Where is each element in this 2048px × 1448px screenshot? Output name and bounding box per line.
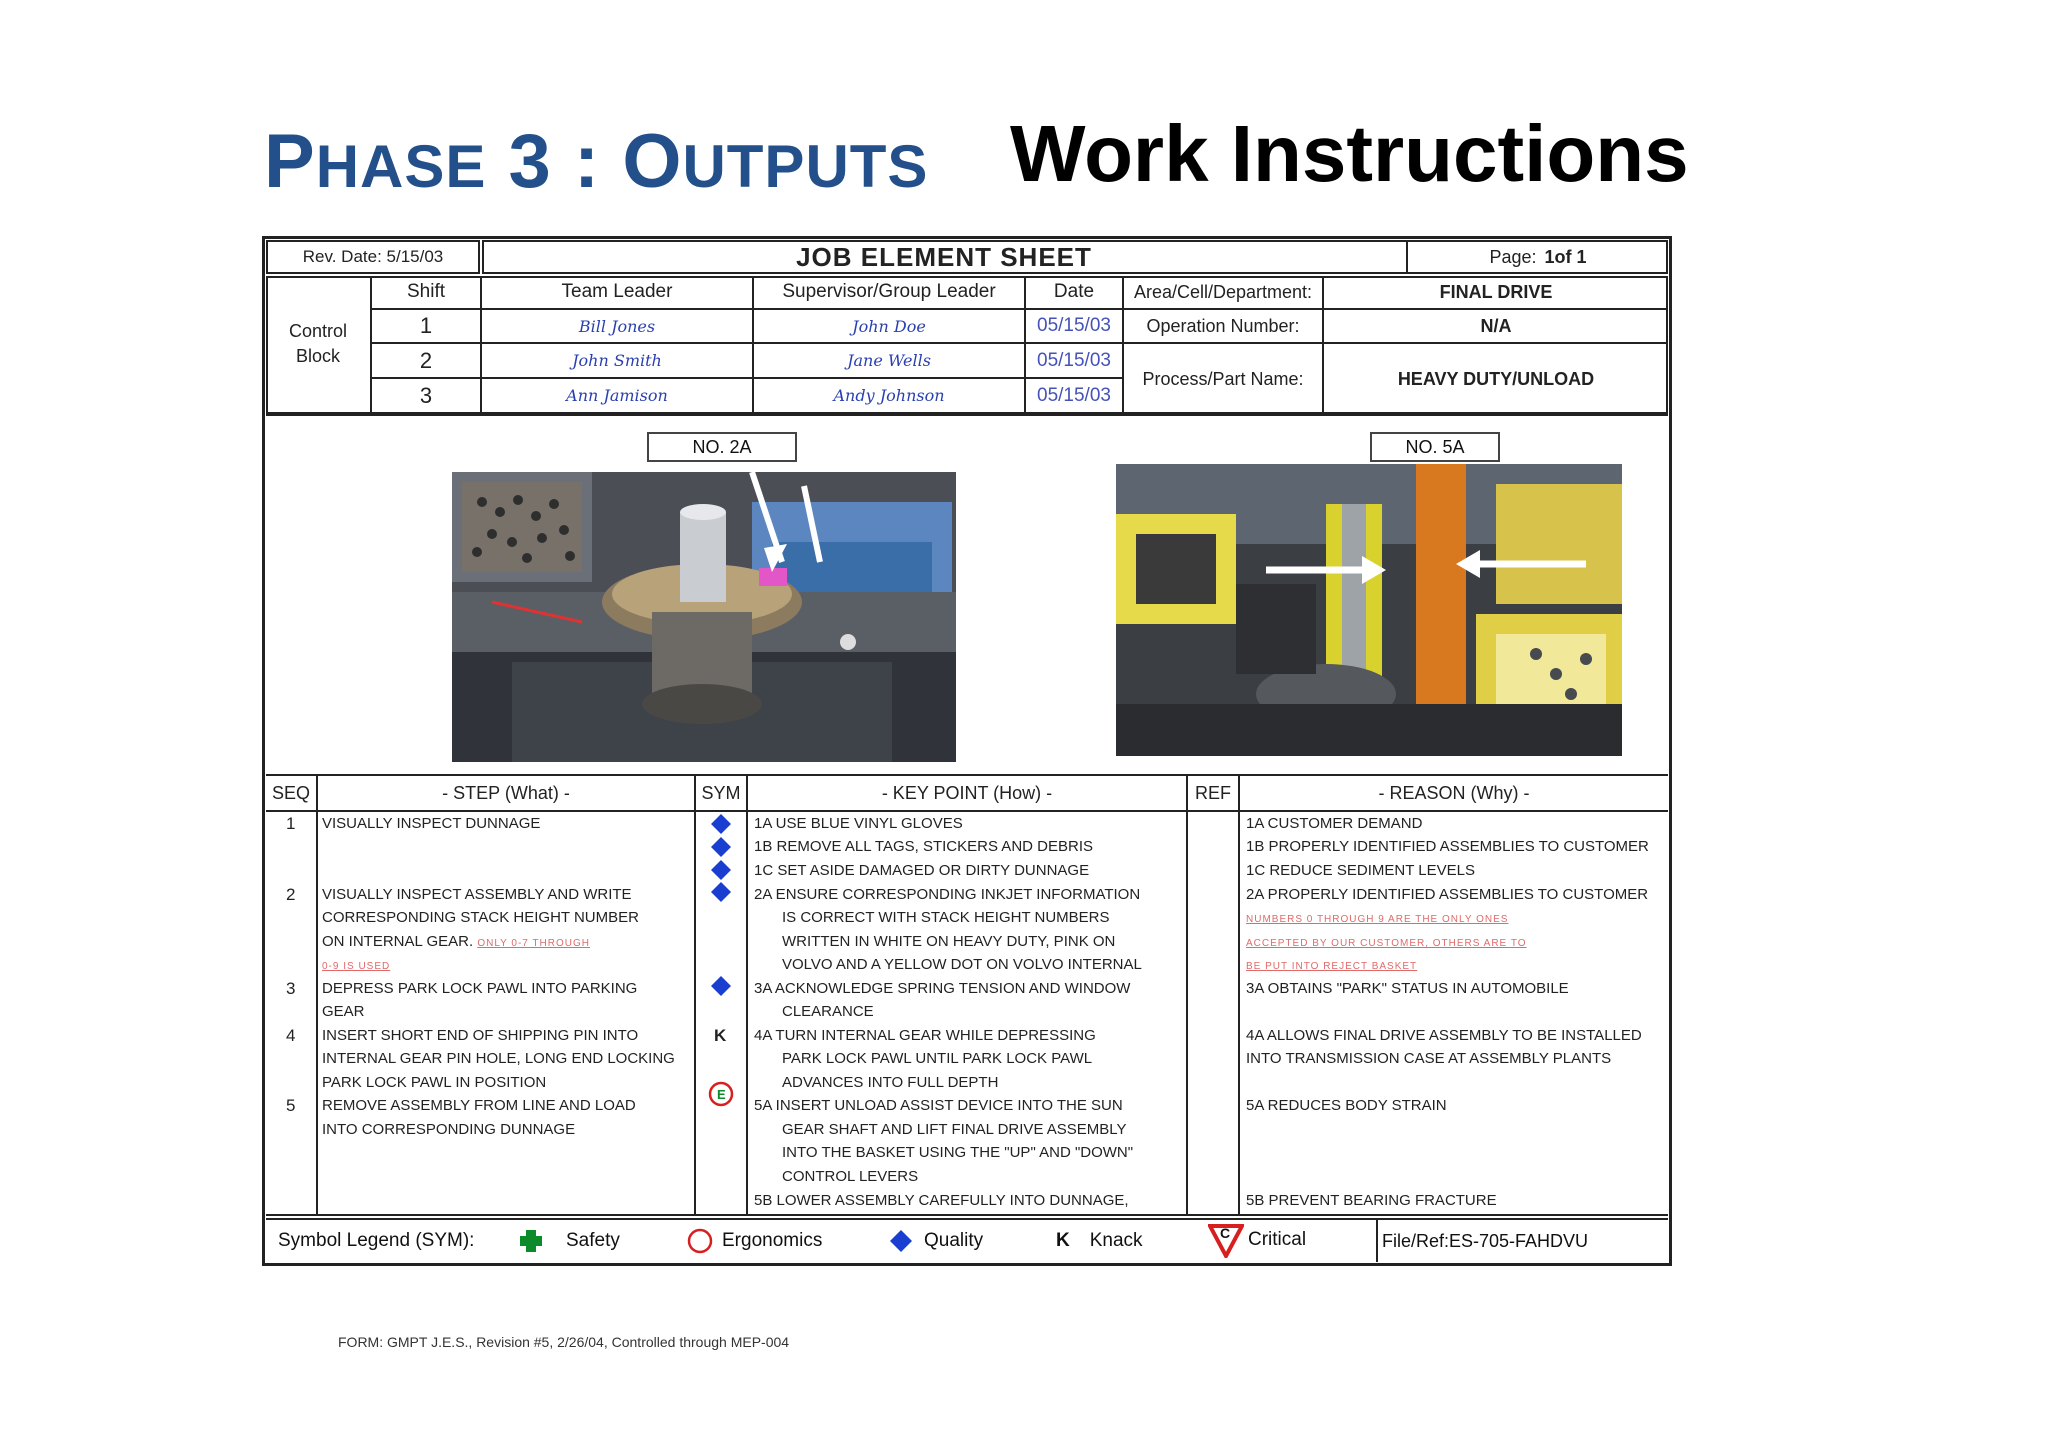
process-value: HEAVY DUTY/UNLOAD bbox=[1397, 368, 1595, 389]
page-indicator bbox=[1408, 240, 1668, 274]
safety-cross-icon bbox=[518, 1228, 544, 1254]
phase-title-rest: HASE bbox=[315, 133, 487, 200]
reason-9: 5B PREVENT BEARING FRACTURE bbox=[1246, 1192, 1497, 1209]
seq-1: 1 bbox=[286, 814, 296, 833]
step-2-line-1: VISUALLY INSPECT ASSEMBLY AND WRITE bbox=[322, 886, 632, 903]
legend-quality-label: Quality bbox=[924, 1230, 984, 1251]
phase-title bbox=[264, 118, 928, 205]
col-line-ref bbox=[1238, 774, 1240, 1214]
reason-2: 1B PROPERLY IDENTIFIED ASSEMBLIES TO CUSTOMER bbox=[1246, 838, 1649, 855]
row-3-team-leader: Ann Jamison bbox=[566, 386, 668, 405]
legend-safety bbox=[518, 1224, 620, 1258]
reason-2-red-3 bbox=[1246, 953, 1417, 979]
table-bottom-line bbox=[266, 1214, 1668, 1216]
step-3-line-1: DEPRESS PARK LOCK PAWL INTO PARKING bbox=[322, 980, 638, 997]
step-4-line-3: PARK LOCK PAWL IN POSITION bbox=[322, 1074, 547, 1091]
sym-knack: K bbox=[714, 1026, 727, 1045]
legend-critical-label: Critical bbox=[1248, 1229, 1307, 1250]
header-sym: SYM bbox=[701, 782, 741, 803]
critical-symbol: C bbox=[1220, 1225, 1231, 1241]
col-line-seq bbox=[316, 774, 318, 1214]
reason-2-red-note-1: NUMBERS 0 THROUGH 9 ARE THE ONLY ONES bbox=[1246, 914, 1509, 925]
row-3-date: 05/15/03 bbox=[1037, 384, 1111, 406]
reason-2-red-1 bbox=[1246, 906, 1508, 932]
key-point-8: 3A ACKNOWLEDGE SPRING TENSION AND WINDOW bbox=[754, 980, 1131, 997]
photo-left-label: NO. 2A bbox=[647, 432, 797, 462]
sym-column bbox=[696, 810, 746, 1110]
key-point-1: 1A USE BLUE VINYL GLOVES bbox=[754, 815, 963, 832]
phase-title-initial: P bbox=[264, 119, 316, 204]
outputs-title-initial: O bbox=[622, 119, 683, 204]
row-3-shift: 3 bbox=[419, 382, 433, 408]
row-2-supervisor: Jane Wells bbox=[847, 351, 931, 370]
phase-title-number: 3 : bbox=[486, 119, 623, 204]
quality-diamond-icon bbox=[711, 814, 731, 834]
col-team-leader: Team Leader bbox=[561, 281, 673, 302]
area-value: FINAL DRIVE bbox=[1439, 281, 1553, 302]
knack-symbol: K bbox=[1056, 1230, 1070, 1251]
reason-4: 2A PROPERLY IDENTIFIED ASSEMBLIES TO CUSTOMER bbox=[1246, 886, 1649, 903]
row-2-shift: 2 bbox=[419, 347, 433, 373]
legend-quality bbox=[888, 1224, 983, 1258]
process-label: Process/Part Name: bbox=[1142, 368, 1304, 389]
key-point-4: 2A ENSURE CORRESPONDING INKJET INFORMATION bbox=[754, 886, 1141, 903]
step-4-line-1: INSERT SHORT END OF SHIPPING PIN INTO bbox=[322, 1027, 639, 1044]
assembly-photo-left bbox=[452, 472, 956, 762]
step-2-line-3-text: ON INTERNAL GEAR. bbox=[322, 933, 474, 950]
step-2-red-note-2: 0-9 IS USED bbox=[322, 961, 391, 972]
quality-diamond-icon bbox=[711, 976, 731, 996]
quality-diamond-icon bbox=[711, 860, 731, 880]
key-point-12: ADVANCES INTO FULL DEPTH bbox=[782, 1074, 999, 1091]
photo-right-label: NO. 5A bbox=[1370, 432, 1500, 462]
header-seq: SEQ bbox=[271, 782, 310, 803]
reason-7: INTO TRANSMISSION CASE AT ASSEMBLY PLANTS bbox=[1246, 1050, 1612, 1067]
legend-knack bbox=[1056, 1224, 1143, 1258]
col-supervisor: Supervisor/Group Leader bbox=[782, 281, 996, 302]
row-1-team-leader: Bill Jones bbox=[578, 316, 656, 336]
key-point-5: IS CORRECT WITH STACK HEIGHT NUMBERS bbox=[782, 909, 1110, 926]
step-2-line-3 bbox=[322, 930, 590, 956]
quality-diamond-icon bbox=[711, 837, 731, 857]
page-value: 1of 1 bbox=[1544, 246, 1587, 267]
reason-2-red-note-3: BE PUT INTO REJECT BASKET bbox=[1246, 961, 1418, 972]
sheet-heading: JOB ELEMENT SHEET bbox=[796, 241, 1092, 272]
col-line-key bbox=[1186, 774, 1188, 1214]
quality-diamond-icon bbox=[888, 1228, 914, 1254]
quality-diamond-icon bbox=[711, 882, 731, 902]
area-label: Area/Cell/Department: bbox=[1133, 281, 1313, 302]
seq-2: 2 bbox=[286, 885, 296, 904]
header-reason: - REASON (Why) - bbox=[1378, 782, 1530, 803]
seq-4: 4 bbox=[286, 1026, 296, 1045]
row-1-shift: 1 bbox=[419, 313, 433, 338]
legend-top-line bbox=[266, 1218, 1668, 1220]
operation-value: N/A bbox=[1480, 315, 1512, 336]
legend-divider bbox=[1376, 1218, 1378, 1262]
legend-safety-label: Safety bbox=[566, 1230, 620, 1251]
key-point-17: 5B LOWER ASSEMBLY CAREFULLY INTO DUNNAGE, bbox=[754, 1192, 1129, 1209]
critical-triangle-icon bbox=[1208, 1222, 1244, 1258]
key-point-7: VOLVO AND A YELLOW DOT ON VOLVO INTERNAL bbox=[782, 956, 1142, 973]
header-key-point: - KEY POINT (How) - bbox=[881, 782, 1053, 803]
operation-label: Operation Number: bbox=[1146, 315, 1300, 336]
reason-5: 3A OBTAINS "PARK" STATUS IN AUTOMOBILE bbox=[1246, 980, 1569, 997]
seq-3: 3 bbox=[286, 979, 296, 998]
rev-date: Rev. Date: 5/15/03 bbox=[302, 247, 444, 266]
step-1-line-1: VISUALLY INSPECT DUNNAGE bbox=[322, 815, 541, 832]
col-shift: Shift bbox=[406, 281, 446, 302]
row-2-date: 05/15/03 bbox=[1037, 349, 1111, 371]
reason-2-red-2 bbox=[1246, 930, 1527, 956]
key-point-16: CONTROL LEVERS bbox=[782, 1168, 919, 1185]
key-point-3: 1C SET ASIDE DAMAGED OR DIRTY DUNNAGE bbox=[754, 862, 1090, 879]
row-2-team-leader: John Smith bbox=[572, 351, 662, 370]
key-point-2: 1B REMOVE ALL TAGS, STICKERS AND DEBRIS bbox=[754, 838, 1093, 855]
sym-ergonomics-letter: E bbox=[717, 1087, 726, 1102]
page-label: Page: bbox=[1489, 246, 1537, 267]
photo-top-line bbox=[266, 414, 1668, 416]
row-1-date: 05/15/03 bbox=[1037, 315, 1111, 336]
key-point-6: WRITTEN IN WHITE ON HEAVY DUTY, PINK ON bbox=[782, 933, 1116, 950]
outputs-title-rest: UTPUTS bbox=[682, 133, 929, 200]
col-line-sym bbox=[746, 774, 748, 1214]
reason-8: 5A REDUCES BODY STRAIN bbox=[1246, 1097, 1447, 1114]
col-date: Date bbox=[1053, 281, 1095, 302]
key-point-15: INTO THE BASKET USING THE "UP" AND "DOWN" bbox=[782, 1144, 1134, 1161]
control-block-label: Control Block bbox=[288, 321, 348, 366]
key-point-11: PARK LOCK PAWL UNTIL PARK LOCK PAWL bbox=[782, 1050, 1093, 1067]
key-point-10: 4A TURN INTERNAL GEAR WHILE DEPRESSING bbox=[754, 1027, 1096, 1044]
row-1-supervisor: John Doe bbox=[852, 316, 926, 336]
step-2-line-4 bbox=[322, 953, 390, 979]
step-5-line-1: REMOVE ASSEMBLY FROM LINE AND LOAD bbox=[322, 1097, 636, 1114]
legend-title: Symbol Legend (SYM): bbox=[278, 1230, 475, 1251]
legend-ergonomics bbox=[686, 1224, 822, 1258]
reason-1: 1A CUSTOMER DEMAND bbox=[1246, 815, 1423, 832]
reason-3: 1C REDUCE SEDIMENT LEVELS bbox=[1246, 862, 1475, 879]
legend-knack-label: Knack bbox=[1089, 1230, 1143, 1251]
step-2-red-note-1: ONLY 0-7 THROUGH bbox=[477, 938, 591, 949]
ergonomics-icon bbox=[686, 1227, 714, 1255]
form-footer: FORM: GMPT J.E.S., Revision #5, 2/26/04, Controlled through MEP-004 bbox=[338, 1334, 790, 1350]
key-point-13: 5A INSERT UNLOAD ASSIST DEVICE INTO THE SUN bbox=[754, 1097, 1123, 1114]
seq-5: 5 bbox=[286, 1096, 296, 1115]
main-title: Work Instructions bbox=[1010, 109, 1689, 198]
header-step: - STEP (What) - bbox=[442, 782, 570, 803]
key-point-9: CLEARANCE bbox=[782, 1003, 874, 1020]
job-element-sheet bbox=[262, 236, 1672, 1266]
file-ref: File/Ref:ES-705-FAHDVU bbox=[1382, 1230, 1589, 1251]
step-2-line-2: CORRESPONDING STACK HEIGHT NUMBER bbox=[322, 909, 639, 926]
assembly-photo-right bbox=[1116, 464, 1622, 756]
key-point-14: GEAR SHAFT AND LIFT FINAL DRIVE ASSEMBLY bbox=[782, 1121, 1127, 1138]
legend-critical bbox=[1208, 1220, 1306, 1260]
header-ref: REF bbox=[1195, 782, 1231, 803]
legend-ergonomics-label: Ergonomics bbox=[722, 1230, 823, 1251]
step-5-line-2: INTO CORRESPONDING DUNNAGE bbox=[322, 1121, 576, 1138]
row-3-supervisor: Andy Johnson bbox=[833, 386, 945, 405]
step-4-line-2: INTERNAL GEAR PIN HOLE, LONG END LOCKING bbox=[322, 1050, 675, 1067]
reason-6: 4A ALLOWS FINAL DRIVE ASSEMBLY TO BE INSTALLED bbox=[1246, 1027, 1642, 1044]
reason-2-red-note-2: ACCEPTED BY OUR CUSTOMER, OTHERS ARE TO bbox=[1246, 938, 1527, 949]
step-3-line-2: GEAR bbox=[322, 1003, 365, 1020]
